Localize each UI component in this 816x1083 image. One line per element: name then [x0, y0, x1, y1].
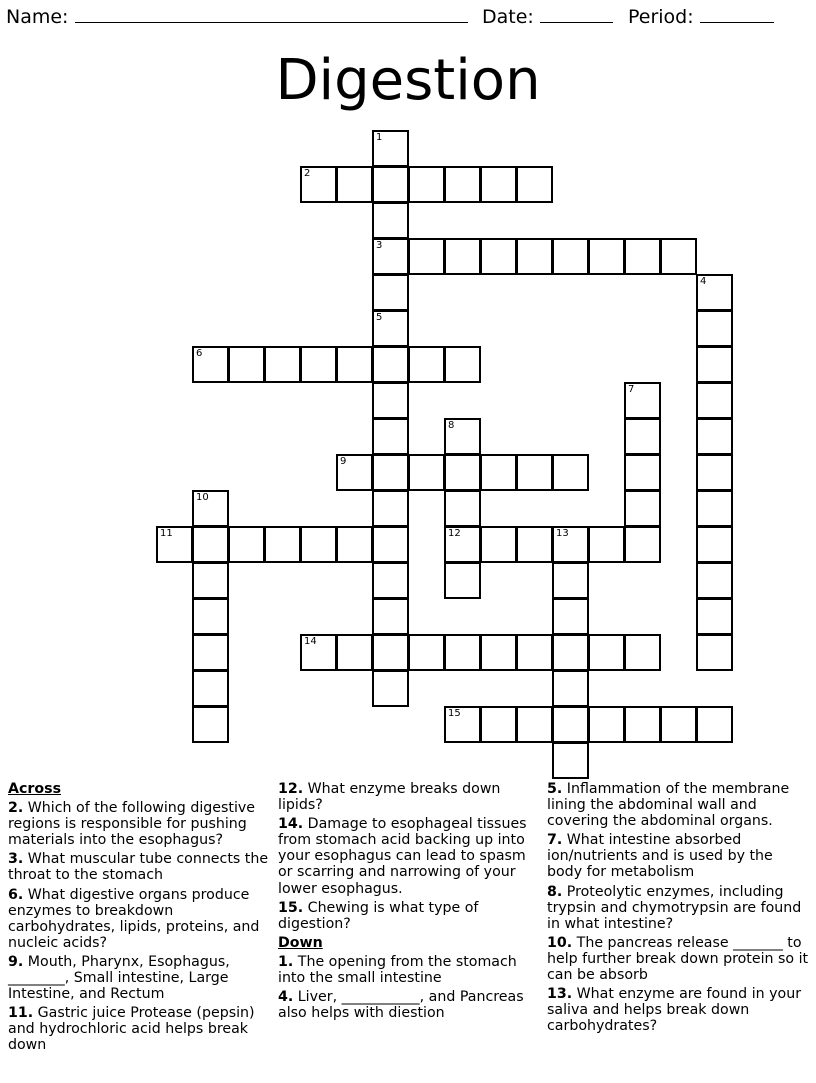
grid-cell[interactable] [696, 598, 733, 635]
grid-cell[interactable] [624, 706, 661, 743]
grid-cell[interactable] [336, 346, 373, 383]
grid-cell[interactable] [516, 526, 553, 563]
grid-cell[interactable] [372, 562, 409, 599]
grid-cell[interactable] [516, 166, 553, 203]
grid-cell[interactable] [372, 130, 409, 167]
clue-down-8: 8. Proteolytic enzymes, including trypsin and chymotrypsin are found in what intestine? [547, 883, 802, 932]
grid-cell[interactable] [588, 634, 625, 671]
grid-cell[interactable] [696, 274, 733, 311]
grid-cell[interactable] [228, 346, 265, 383]
clue-down-13: 13. What enzyme are found in your saliva and helps break down carbohydrates? [547, 986, 802, 1035]
across-heading: Across [8, 781, 62, 797]
grid-cell[interactable] [336, 166, 373, 203]
clue-down-10: 10. The pancreas release _______ to help further break down protein so it can be absorb [547, 934, 809, 984]
grid-cell[interactable] [444, 346, 481, 383]
grid-cell[interactable] [552, 706, 589, 743]
grid-cell[interactable] [372, 526, 409, 563]
grid-cell[interactable] [696, 526, 733, 563]
grid-cell[interactable] [408, 238, 445, 275]
clue-across-2: 2. Which of the following digestive regions is responsible for pushing materials into the esophagus? [8, 800, 256, 849]
grid-cell[interactable] [480, 166, 517, 203]
clue-number: 3 [376, 240, 383, 251]
grid-cell[interactable] [192, 634, 229, 671]
grid-cell[interactable] [624, 454, 661, 491]
grid-cell[interactable] [372, 238, 409, 275]
grid-cell[interactable] [444, 562, 481, 599]
grid-cell[interactable] [372, 274, 409, 311]
grid-cell[interactable] [372, 454, 409, 491]
clue-down-7: 7. What intestine absorbed ion/nutrients and is used by the body for metabolism [547, 832, 773, 881]
grid-cell[interactable] [264, 346, 301, 383]
clue-number: 4 [700, 276, 707, 287]
grid-cell[interactable] [156, 526, 193, 563]
clue-down-4: 4. Liver, ___________, and Pancreas also helps with diestion [278, 989, 524, 1022]
grid-cell[interactable] [516, 454, 553, 491]
grid-cell[interactable] [372, 382, 409, 419]
grid-cell[interactable] [444, 418, 481, 455]
grid-cell[interactable] [192, 670, 229, 707]
clue-number: 14 [304, 636, 317, 647]
grid-cell[interactable] [372, 634, 409, 671]
grid-cell[interactable] [372, 166, 409, 203]
clue-number: 1 [376, 132, 383, 143]
grid-cell[interactable] [660, 706, 697, 743]
grid-cell[interactable] [480, 526, 517, 563]
clue-number: 10 [196, 492, 209, 503]
grid-cell[interactable] [696, 418, 733, 455]
clues-column-1 [8, 781, 270, 1057]
grid-cell[interactable] [516, 634, 553, 671]
grid-cell[interactable] [624, 238, 661, 275]
grid-cell[interactable] [480, 454, 517, 491]
grid-cell[interactable] [696, 346, 733, 383]
grid-cell[interactable] [192, 526, 229, 563]
grid-cell[interactable] [696, 634, 733, 671]
clue-across-12: 12. What enzyme breaks down lipids? [278, 781, 501, 814]
name-label: Name: [6, 6, 69, 28]
clue-across-15: 15. Chewing is what type of digestion? [278, 899, 479, 932]
clue-number: 6 [196, 348, 203, 359]
grid-cell[interactable] [516, 238, 553, 275]
grid-cell[interactable] [480, 634, 517, 671]
clue-number: 13 [556, 528, 569, 539]
grid-cell[interactable] [696, 562, 733, 599]
puzzle-title: Digestion [275, 48, 541, 113]
grid-cell[interactable] [624, 526, 661, 563]
clue-number: 8 [448, 420, 455, 431]
grid-cell[interactable] [300, 526, 337, 563]
grid-cell[interactable] [408, 166, 445, 203]
grid-cell[interactable] [444, 454, 481, 491]
grid-cell[interactable] [552, 670, 589, 707]
clue-number: 12 [448, 528, 461, 539]
grid-cell[interactable] [480, 706, 517, 743]
grid-cell[interactable] [624, 418, 661, 455]
grid-cell[interactable] [192, 346, 229, 383]
grid-cell[interactable] [372, 418, 409, 455]
grid-cell[interactable] [588, 238, 625, 275]
grid-cell[interactable] [552, 598, 589, 635]
grid-cell[interactable] [516, 706, 553, 743]
clue-number: 7 [628, 384, 635, 395]
grid-cell[interactable] [372, 670, 409, 707]
grid-cell[interactable] [408, 634, 445, 671]
clue-across-3: 3. What muscular tube connects the throat to the stomach [8, 851, 269, 884]
grid-cell[interactable] [372, 346, 409, 383]
grid-cell[interactable] [192, 598, 229, 635]
grid-cell[interactable] [192, 706, 229, 743]
grid-cell[interactable] [588, 526, 625, 563]
grid-cell[interactable] [696, 454, 733, 491]
grid-cell[interactable] [552, 526, 589, 563]
clue-down-1: 1. The opening from the stomach into the small intestine [278, 953, 517, 987]
clue-across-6: 6. What digestive organs produce enzymes to breakdown carbohydrates, lipids, proteins, and nucleic acids? [8, 886, 260, 951]
grid-cell[interactable] [300, 634, 337, 671]
clue-across-9: 9. Mouth, Pharynx, Esophagus, ________, Small intestine, Large Intestine, and Rectum [8, 953, 230, 1003]
clue-number: 15 [448, 708, 461, 719]
grid-cell[interactable] [696, 706, 733, 743]
grid-cell[interactable] [696, 382, 733, 419]
grid-cell[interactable] [696, 310, 733, 347]
grid-cell[interactable] [300, 346, 337, 383]
grid-cell[interactable] [408, 454, 445, 491]
grid-cell[interactable] [624, 490, 661, 527]
grid-cell[interactable] [444, 634, 481, 671]
grid-cell[interactable] [264, 526, 301, 563]
grid-cell[interactable] [552, 562, 589, 599]
grid-cell[interactable] [444, 706, 481, 743]
clue-across-11: 11. Gastric juice Protease (pepsin) and hydrochloric acid helps break down [8, 1005, 255, 1054]
grid-cell[interactable] [300, 166, 337, 203]
grid-cell[interactable] [660, 238, 697, 275]
grid-cell[interactable] [552, 742, 589, 779]
grid-cell[interactable] [624, 382, 661, 419]
grid-cell[interactable] [336, 634, 373, 671]
clue-number: 11 [160, 528, 173, 539]
grid-cell[interactable] [624, 634, 661, 671]
grid-cell[interactable] [408, 346, 445, 383]
grid-cell[interactable] [444, 238, 481, 275]
grid-cell[interactable] [228, 526, 265, 563]
clues-column-2 [278, 781, 540, 1024]
grid-cell[interactable] [336, 526, 373, 563]
clue-number: 2 [304, 168, 311, 179]
grid-cell[interactable] [372, 598, 409, 635]
date-label: Date: [482, 6, 534, 28]
clue-number: 9 [340, 456, 347, 467]
grid-cell[interactable] [372, 310, 409, 347]
grid-cell[interactable] [552, 238, 589, 275]
grid-cell[interactable] [696, 490, 733, 527]
clue-down-5: 5. Inflammation of the membrane lining the abdominal wall and covering the abdominal organs. [547, 781, 790, 830]
grid-cell[interactable] [444, 166, 481, 203]
grid-cell[interactable] [372, 202, 409, 239]
grid-cell[interactable] [552, 634, 589, 671]
clue-across-14: 14. Damage to esophageal tissues from stomach acid backing up into your esophagus can lead to spasm or scarring and narrowing of your lower esophagus. [278, 816, 527, 897]
grid-cell[interactable] [552, 454, 589, 491]
grid-cell[interactable] [192, 562, 229, 599]
period-label: Period: [628, 6, 694, 28]
clue-number: 5 [376, 312, 383, 323]
grid-cell[interactable] [480, 238, 517, 275]
grid-cell[interactable] [372, 490, 409, 527]
grid-cell[interactable] [192, 490, 229, 527]
grid-cell[interactable] [336, 454, 373, 491]
grid-cell[interactable] [588, 706, 625, 743]
down-heading: Down [278, 934, 323, 951]
grid-cell[interactable] [444, 490, 481, 527]
clues-column-3 [547, 781, 809, 1037]
grid-cell[interactable] [444, 526, 481, 563]
